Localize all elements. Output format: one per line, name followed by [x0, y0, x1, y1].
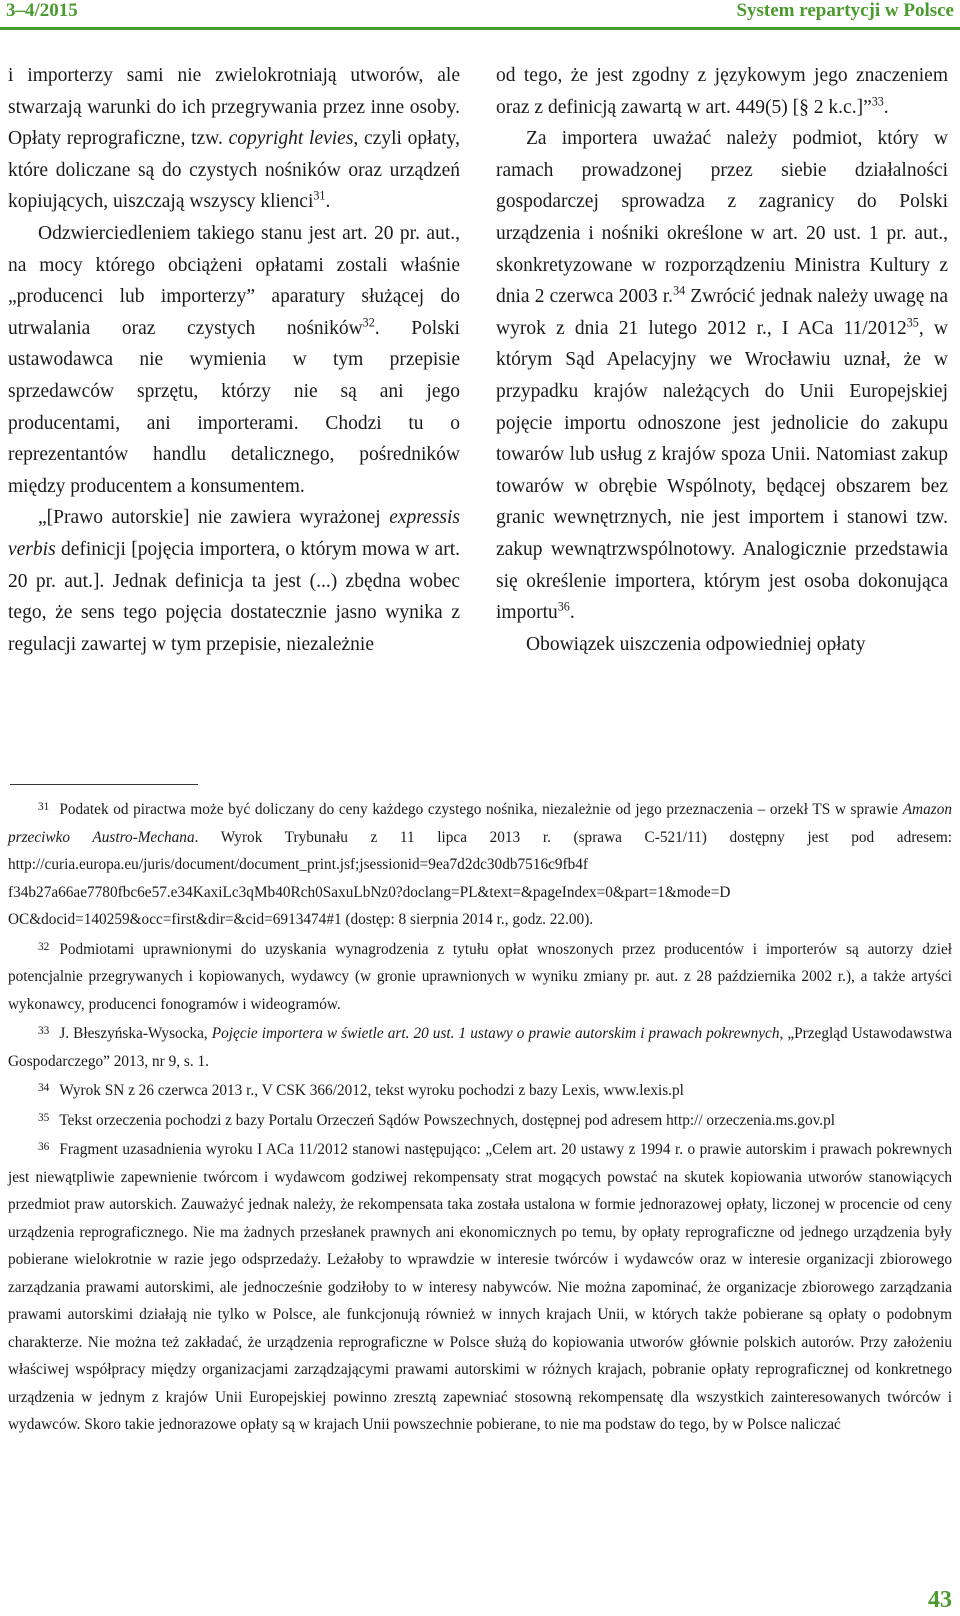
paragraph: od tego, że jest zgodny z językowym jego znaczeniem oraz z definicją zawartą w art. 449(5) [§ 2 k.c.]”$^{33}$. — [496, 65, 948, 118]
footnote-number: 33 — [38, 1025, 50, 1037]
issue-number: 3–4/2015 — [6, 0, 78, 21]
footnote-ref: 31 — [313, 188, 326, 203]
footnote-ref: 36 — [557, 599, 570, 614]
footnote-33: $^{33}$ J. Błeszyńska-Wysocka, Pojęcie importera w świetle art. 20 ust. 1 ustawy o prawie autorskim i prawach pokrewnych, „Przegląd Ustawodawstwa Gospodarczego” 2013, nr 9, s. 1. — [8, 1025, 952, 1070]
footnote-ref: 32 — [362, 315, 375, 330]
footnote-31: $^{31}$ Podatek od piractwa może być doliczany do ceny każdego czystego nośnika, niezależnie od jego przeznaczenia – orzekł TS w sprawie Amazon przeciwko Austro-Mechana. Wyrok Trybunału z 11 lipca 2013 r. (sprawa C-521/11) dostępny jest pod adresem: http://curia.europa.eu/juris/document/document_print.jsf;jsessionid=9ea7d2dc30db7516c9fb4f f34b27a66ae7780fbc6e57.e34KaxiLc3qMb40Rch0SaxuLbNz0?doclang=PL&text=&pageIndex=0&part=1&mode=D OC&docid=140259&occ=first&dir=&cid=6913474#1 (dostęp: 8 sierpnia 2014 r., godz. 22.00). — [8, 801, 952, 928]
right-column — [496, 60, 948, 660]
footnote-ref: 33 — [871, 94, 884, 109]
left-column — [8, 60, 460, 660]
footnote-36: $^{36}$ Fragment uzasadnienia wyroku I ACa 11/2012 stanowi następująco: „Celem art. 20 ustawy z 1994 r. o prawie autorskim i prawach pokrewnych jest niewątpliwie zapewnienie twórcom i wydawcom godziwej rekompensaty strat mogących powstać na skutek kopiowania utworów stanowiących przedmiot praw autorskich. Zauważyć jednak należy, że rekompensata taka została ustalona w formie jednorazowej opłaty, liczonej w procencie od ceny urządzenia reprograficznego. Nie ma żadnych przesłanek prawnych ani ekonomicznych po temu, by opłaty reprograficzne od jednego urządzenia były pobierane wielokrotnie w razie jego odsprzedaży. Leżałoby to wprawdzie w interesie twórców i wydawców oraz w interesie organizacji zbiorowego zarządzania prawami autorskimi, ale jednocześnie godziłoby to w interesy nabywców. Nie można zapominać, że organizacje zbiorowego zarządzania prawami autorskimi działają nie tylko w Polsce, ale funkcjonują również w innych krajach Unii, w których także pobierane są opłaty o podobnym charakterze. Nie można też zakładać, że urządzenia reprograficzne w Polsce służą do kopiowania utworów głównie polskich autorów. Przy założeniu właściwej współpracy między organizacjami zarządzającymi prawami autorskimi w różnych krajach, pobranie opłaty reprograficznej od konkretnego urządzenia w jednym z krajów Unii Europejskiej powinno zresztą zapewniać stosowną rekompensatę dla wszystkich zainteresowanych twórców i wydawców. Skoro takie jednorazowe opłaty są w krajach Unii powszechnie pobierane, to nie ma podstaw do tego, by w Polsce naliczać — [8, 1141, 952, 1433]
italic-term: Pojęcie importera w świetle art. 20 ust. 1 ustawy o prawie autorskim i prawach pokrewnych — [211, 1025, 780, 1042]
running-header — [0, 0, 960, 22]
running-title: System repartycji w Polsce — [736, 0, 954, 21]
page-number: 43 — [928, 1587, 952, 1613]
italic-term: copyright levies — [228, 128, 354, 150]
paragraph: Odzwierciedleniem takiego stanu jest art. 20 pr. aut., na mocy którego obciążeni opłatami zostali właśnie „producenci lub importerzy” aparatury służącej do utrwalania oraz czystych nośników$^{32}$. Polski ustawodawca nie wymienia w tym przepisie sprzedawców sprzętu, którzy nie są ani jego producentami, ani importerami. Chodzi tu o reprezentantów handlu detalicznego, pośredników między producentem a konsumentem. — [8, 222, 460, 497]
paragraph: Za importera uważać należy podmiot, który w ramach prowadzonej przez siebie działalności gospodarczej sprowadza z zagranicy do Polski urządzenia i nośniki określone w art. 20 ust. 1 pr. aut., skonkretyzowane w rozporządzeniu Ministra Kultury z dnia 2 czerwca 2003 r.$^{34}$ Zwrócić jednak należy uwagę na wyrok z dnia 21 lutego 2012 r., I ACa 11/2012$^{35}$, w którym Sąd Apelacyjny we Wrocławiu uznał, że w przypadku krajów należących do Unii Europejskiej pojęcie importu odnoszone jest jednolicie do zakupu towarów lub usług z krajów spoza Unii. Natomiast zakup towarów w obrębie Wspólnoty, będącej obszarem bez granic wewnętrznych, nie jest importem i stanowi tzw. zakup wewnątrzwspólnotowy. Analogicznie przedstawia się określenie importera, którym jest osoba dokonująca importu$^{36}$. — [496, 128, 949, 624]
footnote-rule — [10, 784, 198, 785]
footnote-ref: 34 — [673, 283, 686, 298]
footnotes — [8, 794, 952, 1439]
italic-term: Amazon przeciwko Austro-Mechana — [8, 801, 952, 846]
paragraph: i importerzy sami nie zwielokrotniają utworów, ale stwarzają warunki do ich przegrywania przez inne osoby. Opłaty reprograficzne, tzw. copyright levies, czyli opłaty, które doliczane są do czystych nośników oraz urządzeń kopiujących, uiszczają wszyscy klienci$^{31}$. — [8, 65, 460, 213]
footnote-ref: 35 — [906, 315, 919, 330]
paragraph: Obowiązek uiszczenia odpowiedniej opłaty — [526, 633, 866, 655]
footnote-number: 32 — [38, 940, 50, 953]
footnote-34: $^{34}$ Wyrok SN z 26 czerwca 2013 r., V CSK 366/2012, tekst wyroku pochodzi z bazy Lexis, www.lexis.pl — [38, 1082, 684, 1099]
italic-term: expressis verbis — [8, 507, 460, 560]
footnote-32: $^{32}$ Podmiotami uprawnionymi do uzyskania wynagrodzenia z tytułu opłat wnoszonych przez producentów i importerów są autorzy dzieł potencjalnie przegrywanych i kopiowanych, wydawcy (w gronie uprawnionych w wyniku zmiany pr. aut. z 28 października 2002 r.), a także artyści wykonawcy, producenci fonogramów i wideogramów. — [8, 940, 952, 1013]
footnote-35: $^{35}$ Tekst orzeczenia pochodzi z bazy Portalu Orzeczeń Sądów Powszechnych, dostępnej pod adresem http:// orzeczenia.ms.gov.pl — [38, 1111, 835, 1129]
footnote-number: 34 — [38, 1082, 50, 1094]
header-rule — [0, 27, 960, 30]
footnote-number: 35 — [38, 1111, 50, 1124]
footnote-number: 36 — [38, 1141, 50, 1153]
paragraph: „[Prawo autorskie] nie zawiera wyrażonej expressis verbis definicji [pojęcia importera, o którym mowa w art. 20 pr. aut.]. Jednak definicja ta jest (...) zbędna wobec tego, że sens tego pojęcia dostatecznie jasno wynika z regulacji zawartej w tym przepisie, niezależnie — [8, 507, 460, 655]
footnote-number: 31 — [38, 801, 50, 813]
